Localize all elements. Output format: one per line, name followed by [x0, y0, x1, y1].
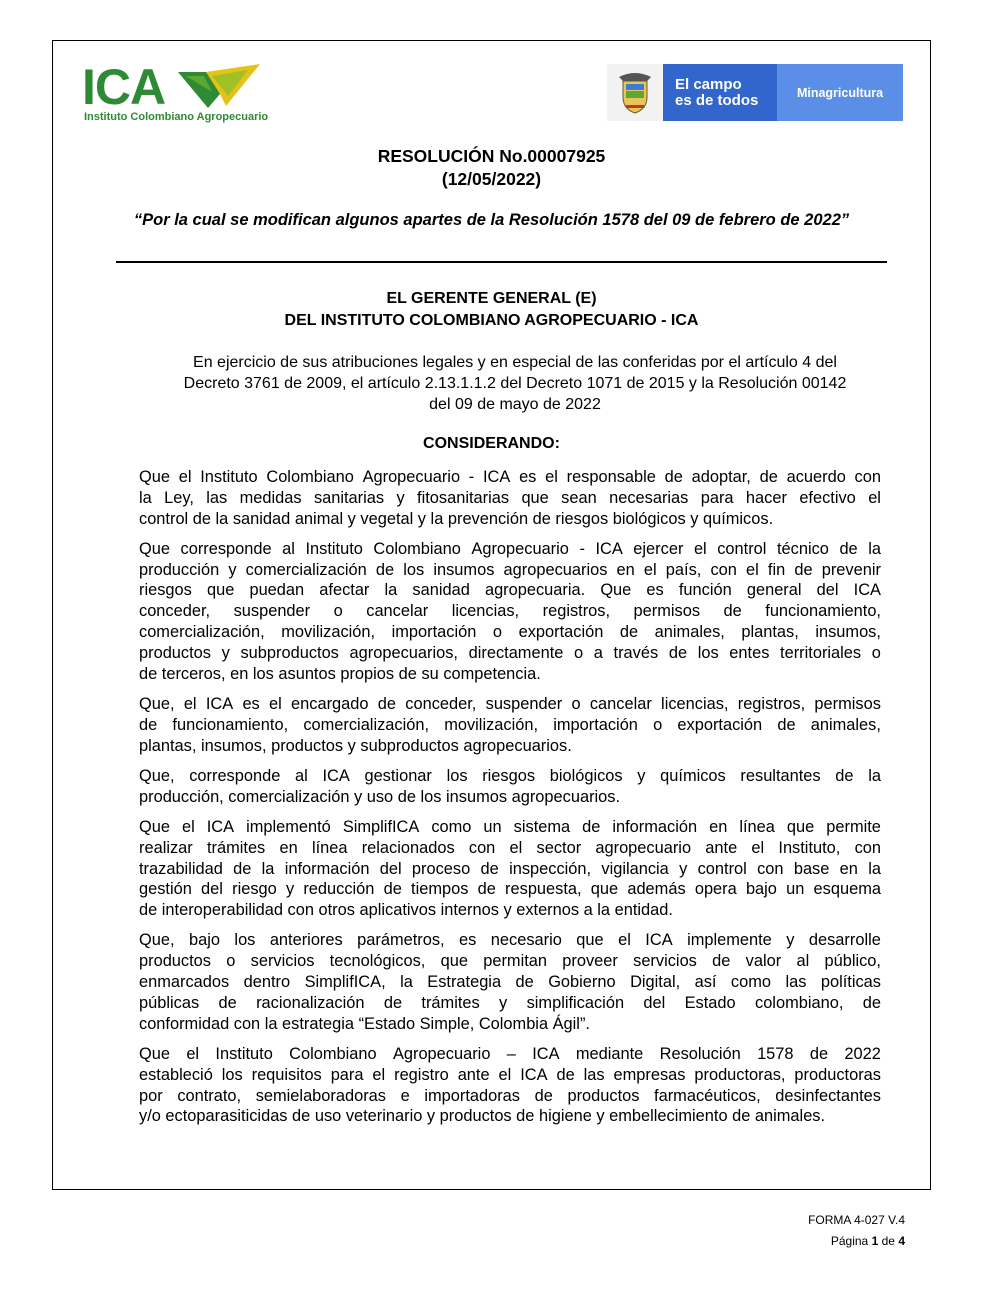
page-total: 4	[898, 1234, 905, 1248]
consideration-paragraph	[139, 930, 881, 1034]
paragraph-line: comercialización, movilización, importación o exportación de animales, plantas, insumos,	[139, 623, 881, 642]
paragraph-line: conceder, suspender o cancelar licencias, registros, permisos de funcionamiento,	[139, 602, 881, 621]
consideration-paragraph	[139, 694, 881, 756]
paragraph-line: Que corresponde al Instituto Colombiano Agropecuario - ICA ejercer el control técnico de la	[139, 539, 881, 558]
paragraph-line: Que, corresponde al ICA gestionar los riesgos biológicos y químicos resultantes de la	[139, 766, 881, 785]
resolution-subject: “Por la cual se modifican algunos apartes de la Resolución 1578 del 09 de febrero de 2022”	[133, 211, 850, 229]
paragraph-line: conformidad con la estrategia “Estado Simple, Colombia Ágil”.	[139, 1014, 590, 1033]
paragraph-line: producción, comercialización y uso de los insumos agropecuarios.	[139, 787, 621, 806]
paragraph-line: realizar trámites en línea relacionados con el sector agropecuario ante el Instituto, con	[139, 838, 881, 857]
paragraph-line: de terceros, en los asuntos propios de su competencia.	[139, 664, 541, 683]
paragraph-line: gestión del riesgo y reducción de tiempos de respuesta, que además opera bajo un esquema	[139, 880, 881, 899]
ministry-name: Minagricultura	[777, 64, 903, 121]
paragraph-line: plantas, insumos, productos y subproductos agropecuarios.	[139, 736, 572, 755]
page-word: Página	[830, 1234, 869, 1248]
paragraph-line: Que, el ICA es el encargado de conceder, suspender o cancelar licencias, registros, permisos	[139, 694, 881, 713]
title-divider	[116, 261, 887, 263]
paragraph-line: productos o servicios tecnológicos, que permitan proveer servicios de valor al público,	[139, 952, 881, 971]
intro-text	[140, 352, 890, 415]
paragraph-line: producción y comercialización de los insumos agropecuarios en el país, con el fin de prevenir	[139, 560, 881, 579]
paragraph-line: estableció los requisitos para el registro ante el ICA de las empresas productoras, productoras	[139, 1065, 881, 1084]
paragraph-line: por contrato, semielaboradoras e importadoras de productos farmacéuticos, desinfectantes	[139, 1086, 881, 1105]
page-current: 1	[871, 1234, 879, 1248]
paragraph-line: riesgos que puedan afectar la sanidad agropecuaria. Que es función general del ICA	[139, 581, 881, 600]
paragraph-line: de interoperabilidad con otros aplicativos internos y externos a la entidad.	[139, 901, 673, 920]
ica-logo	[82, 59, 269, 128]
paragraph-line: Que el ICA implementó SimplifICA como un sistema de información en línea que permite	[139, 817, 881, 836]
paragraph-line: enmarcados dentro SimplifICA, la Estrategia de Gobierno Digital, así como las políticas	[139, 973, 881, 992]
resolution-number: RESOLUCIÓN No.00007925	[377, 146, 606, 166]
gov-slogan	[663, 64, 777, 121]
paragraph-line: Que, bajo los anteriores parámetros, es necesario que el ICA implemente y desarrolle	[139, 931, 881, 950]
paragraph-line: públicas de racionalización de trámites y simplificación del Estado colombiano, de	[139, 993, 881, 1012]
consideration-paragraph	[139, 817, 881, 921]
government-logo	[607, 64, 903, 121]
paragraph-line: control de la sanidad animal y vegetal y la prevención de riesgos biológicos y químicos.	[139, 509, 774, 528]
considerando-heading: CONSIDERANDO:	[423, 435, 560, 452]
consideration-paragraph	[139, 766, 881, 808]
coat-of-arms-icon	[607, 64, 663, 121]
paragraph-line: Que el Instituto Colombiano Agropecuario – ICA mediante Resolución 1578 de 2022	[139, 1044, 881, 1063]
considerations-body	[139, 467, 881, 1137]
paragraph-line: de funcionamiento, comercialización, movilización, importación o exportación de animales,	[139, 715, 881, 734]
ica-logo-subtitle: Instituto Colombiano Agropecuario	[84, 111, 269, 123]
resolution-date: (12/05/2022)	[441, 169, 542, 189]
gov-slogan-line1: El campo	[675, 76, 742, 93]
form-code: FORMA 4-027 V.4	[808, 1213, 905, 1227]
paragraph-line: y/o ectoparasiticidas de uso veterinario y productos de higiene y embellecimiento de animales.	[139, 1107, 826, 1126]
paragraph-line: productos y subproductos agropecuarios, directamente o a través de los entes territoriales o	[139, 643, 881, 662]
intro-line: En ejercicio de sus atribuciones legales y en especial de las conferidas por el artículo 4 del	[193, 354, 837, 371]
consideration-paragraph	[139, 1044, 881, 1127]
page-of: de	[881, 1234, 895, 1248]
intro-line: Decreto 3761 de 2009, el artículo 2.13.1.1.2 del Decreto 1071 de 2015 y la Resolución 00142	[183, 375, 847, 392]
ica-mark-icon	[178, 64, 260, 110]
authority-line-1: EL GERENTE GENERAL (E)	[386, 290, 597, 307]
paragraph-line: la Ley, las medidas sanitarias y fitosanitarias que sean necesarias para hacer efectivo el	[139, 488, 881, 507]
page-number	[780, 1234, 905, 1248]
paragraph-line: Que el Instituto Colombiano Agropecuario - ICA es el responsable de adoptar, de acuerdo con	[139, 468, 881, 486]
consideration-paragraph	[139, 539, 881, 685]
authority-line-2: DEL INSTITUTO COLOMBIANO AGROPECUARIO - ICA	[284, 312, 699, 329]
consideration-paragraph	[139, 467, 881, 529]
intro-line: del 09 de mayo de 2022	[429, 396, 601, 413]
gov-slogan-line2: es de todos	[675, 92, 759, 109]
ica-logo-text: ICA	[82, 59, 166, 115]
paragraph-line: trazabilidad de la información del proceso de inspección, vigilancia y control con base en la	[139, 859, 881, 878]
